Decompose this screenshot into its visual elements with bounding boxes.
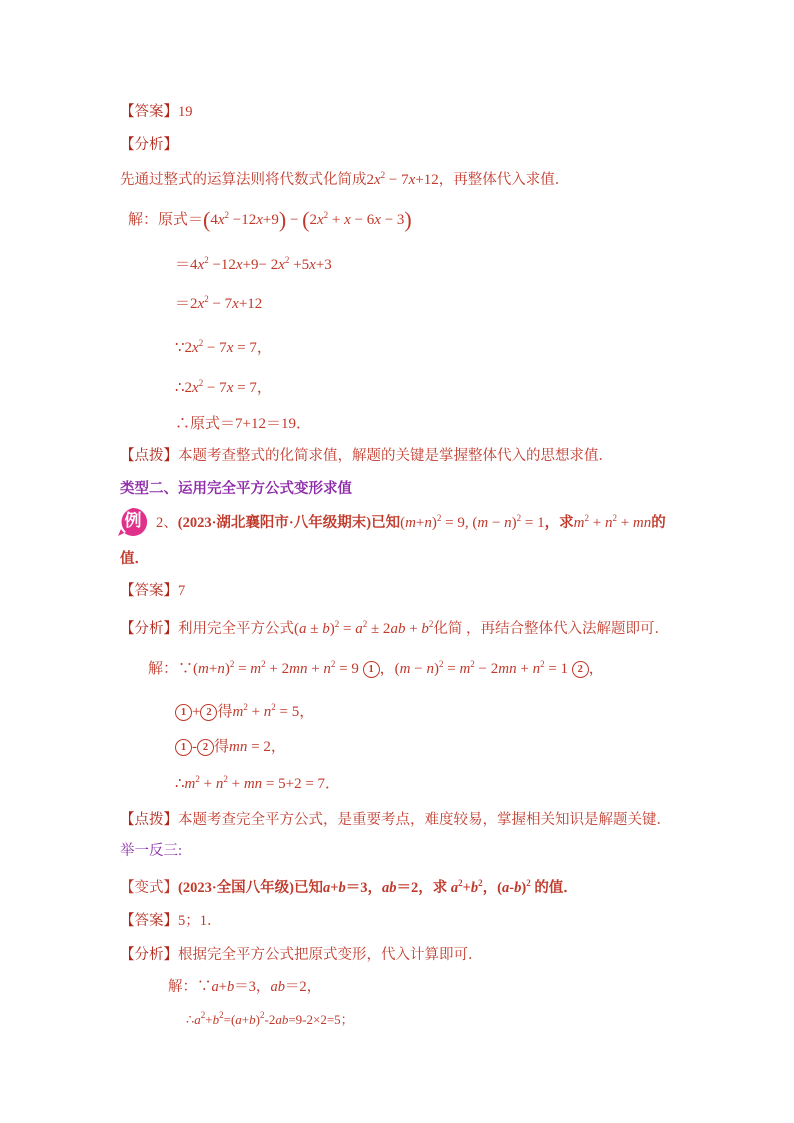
- solution-3-line-0: 解：∵a+b＝3，ab＝2，: [168, 979, 322, 995]
- tip-2: 【点拨】本题考查完全平方公式，是重要考点，难度较易，掌握相关知识是解题关键．: [120, 812, 671, 828]
- answer-3: 【答案】5；1．: [120, 913, 222, 929]
- solution-1-line-2: $=2x^2 - 7x+12$: [175, 294, 263, 312]
- solution-1-line-4: $\therefore 2x^2 - 7x = 7$，: [175, 378, 272, 396]
- solution-1-final: ∴原式＝7+12＝19．: [175, 416, 311, 432]
- example-badge: 例: [118, 507, 148, 537]
- answer-value: 19: [178, 104, 193, 120]
- answer-2: 【答案】7: [120, 583, 186, 599]
- analysis-1-tag: 【分析】: [120, 137, 178, 153]
- example-2-line-2: 值．: [120, 551, 149, 567]
- solution-1-line-0: 解：原式$=(4x^2 -12x+9) - (2x^2 + x - 6x - 3)$: [128, 207, 412, 232]
- tip-1: 【点拨】本题考查整式的化简求值，解题的关键是掌握整体代入的思想求值．: [120, 448, 613, 464]
- solution-1-line-1: $=4x^2 -12x+9- 2x^2 +5x+3$: [175, 255, 332, 273]
- solution-2-line-0: 解：$\because(m+n)^2 = m^2 + 2mn + n^2 = 9$ 1 ，$(m - n)^2 = m^2 - 2mn + n^2 = 1$ 2 ，: [148, 659, 604, 677]
- variant: 【变式】(2023·全国八年级)已知a+b＝3，ab＝2，求 $a^2+b^2$，$(a-b)^2$ 的值．: [120, 878, 578, 896]
- solution-2-line-1: 1 + 2 得$m^2 + n^2 = 5$，: [175, 702, 314, 722]
- analysis-3: 【分析】根据完全平方公式把原式变形，代入计算即可．: [120, 947, 483, 963]
- analysis-1-text: 先通过整式的运算法则将代数式化简成$2x^2 - 7x+12$，再整体代入求值．: [120, 170, 570, 188]
- analysis-2: 【分析】利用完全平方公式$(a \pm b)^2 = a^2 \pm 2ab + b^2$化简 ，再结合整体代入法解题即可．: [120, 619, 670, 637]
- type-2-title: 类型二、运用完全平方公式变形求值: [120, 481, 352, 497]
- solution-1-line-3: $\because 2x^2 - 7x = 7$，: [175, 338, 272, 356]
- solution-2-final: $\therefore m^2 + n^2$ + mn = 5+2 = 7．: [175, 774, 341, 792]
- practice-title: 举一反三:: [120, 843, 183, 859]
- answer-tag: 【答案】: [120, 104, 178, 120]
- example-2-line-1: 2、(2023·湖北襄阳市·八年级期末)已知$(m+n)^2 = 9$, $(m - n)^2 = 1$，求$m^2 + n^2$ + mn的: [156, 513, 666, 531]
- solution-3-line-1: $\therefore a^2+b^2=(a+b)^2-2ab=9-2\times 2=5$；: [186, 1010, 354, 1027]
- expression: $2x^2 - 7x+12$: [366, 170, 439, 188]
- answer-1: [120, 102, 193, 122]
- solution-2-line-2: 1 - 2 得mn = 2，: [175, 737, 286, 757]
